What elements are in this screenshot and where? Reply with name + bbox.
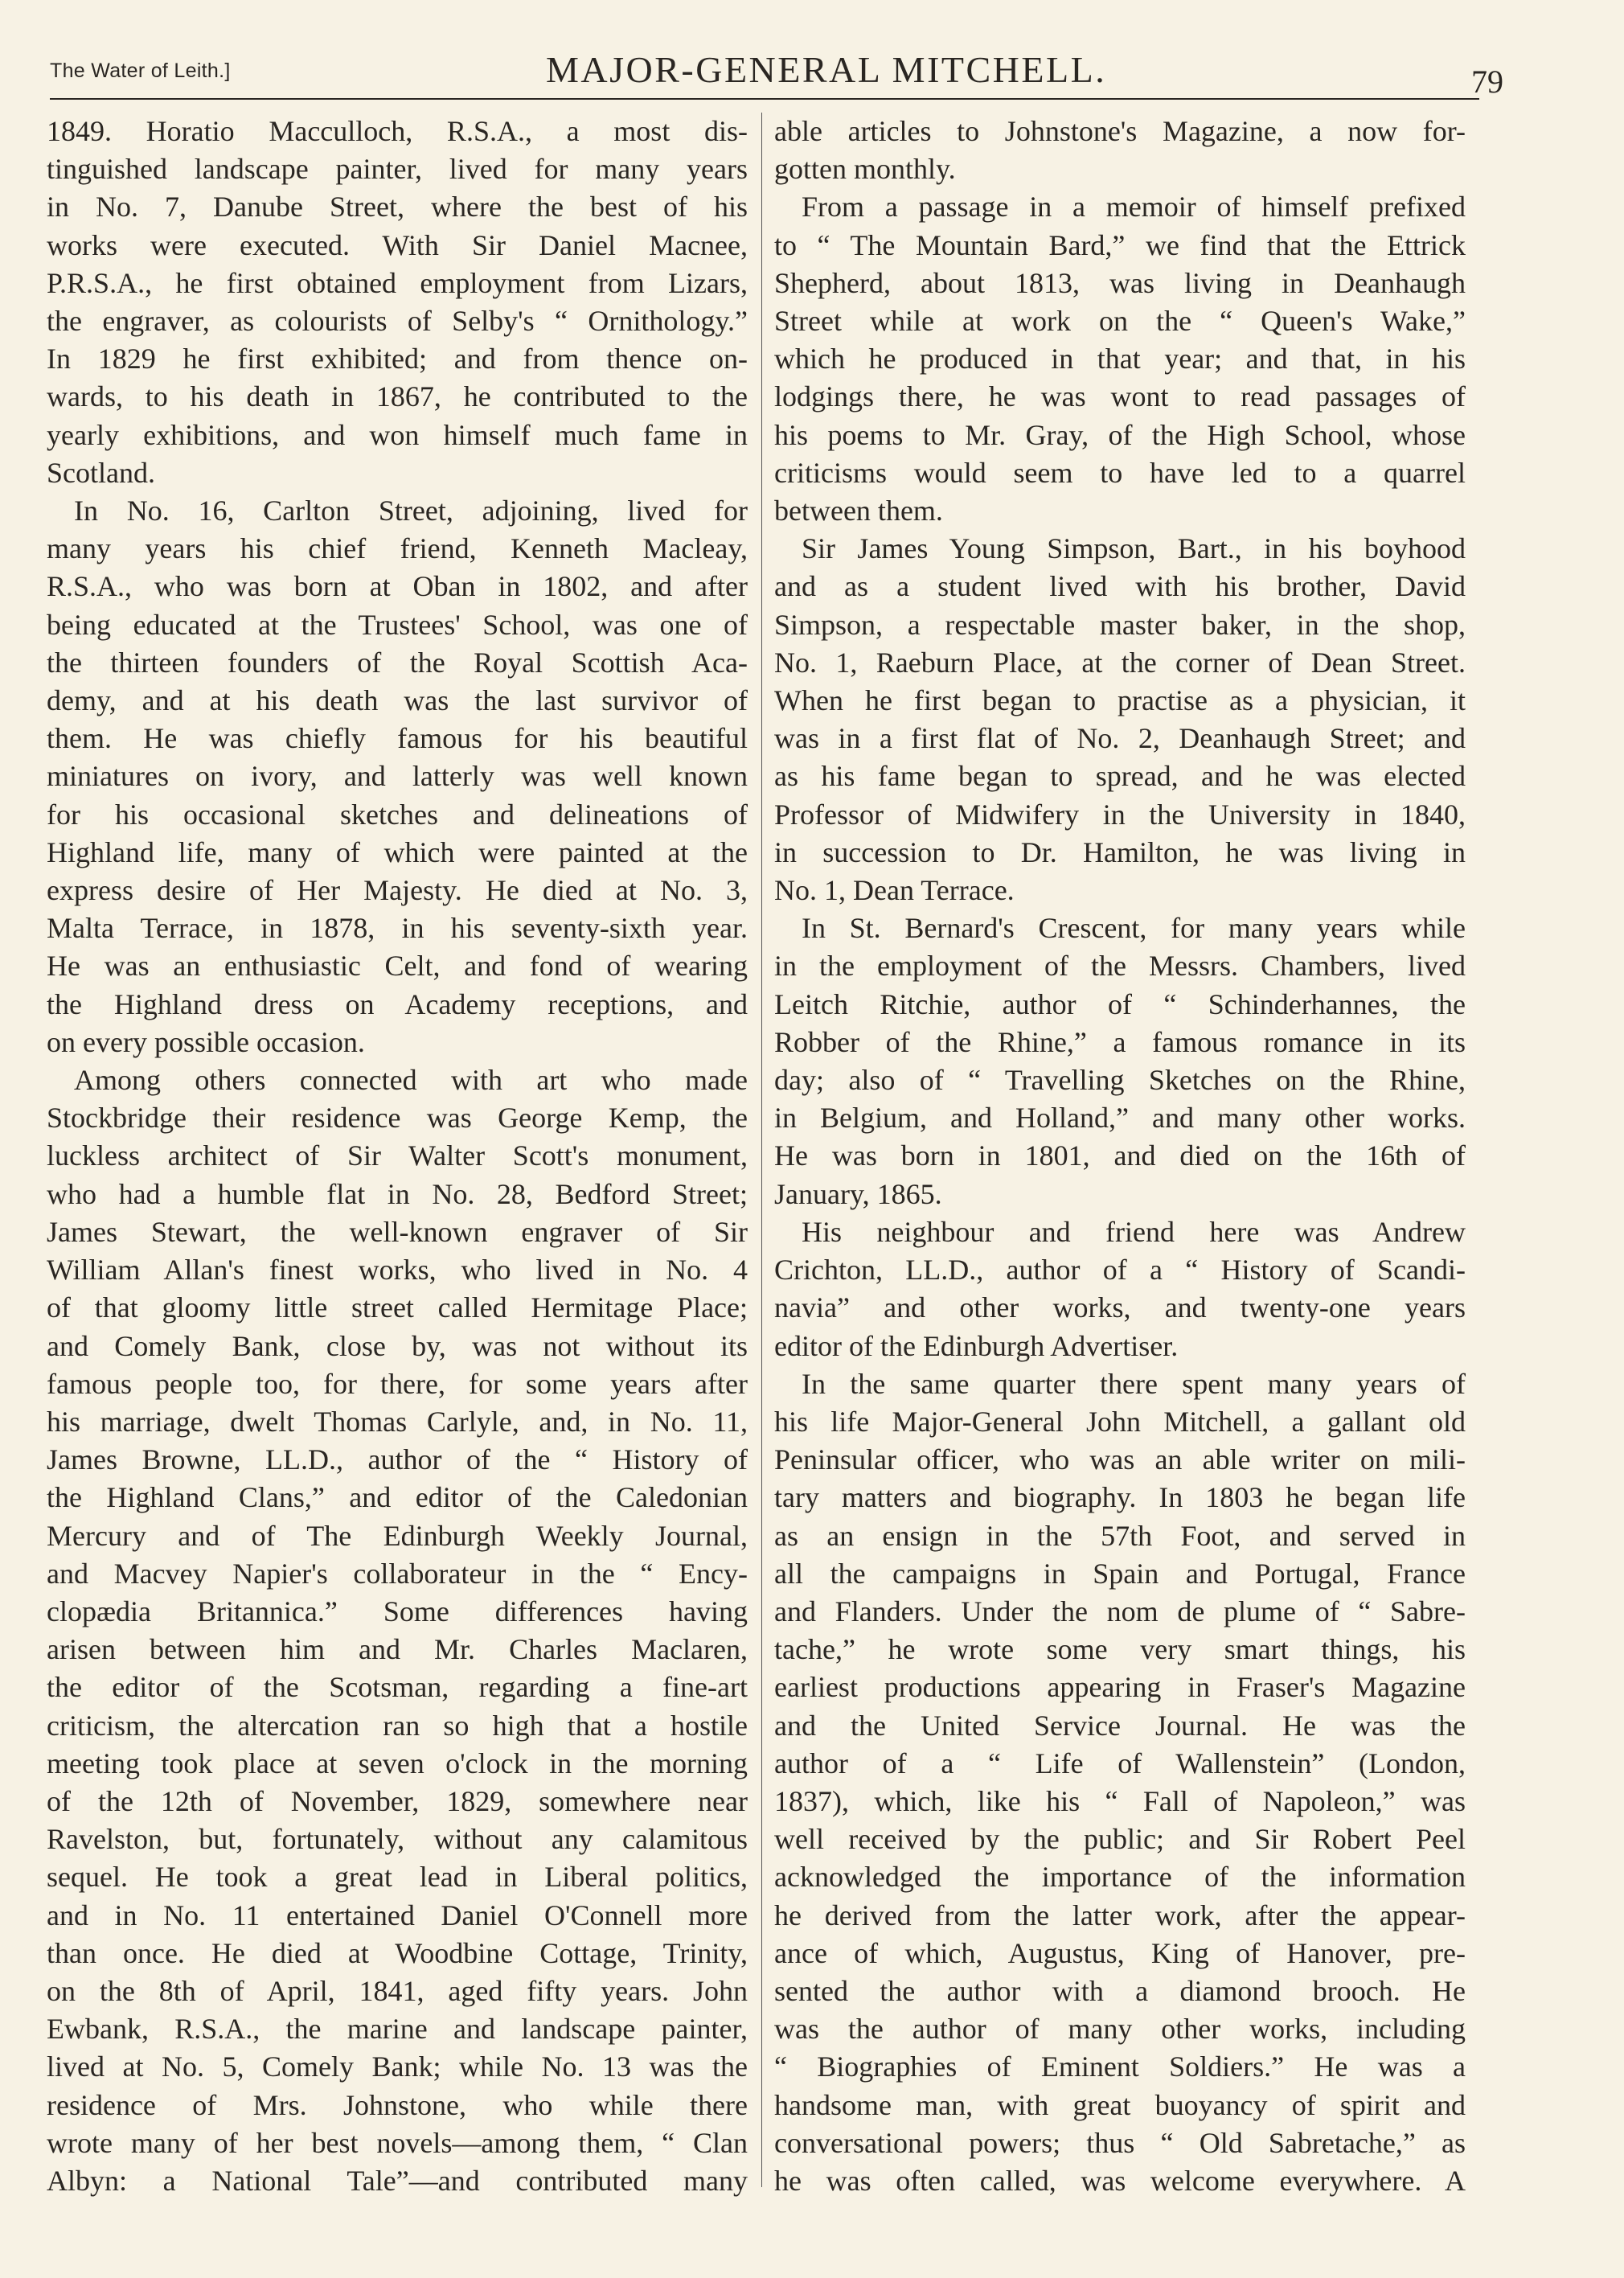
text-line: able articles to Johnstone's Magazine, a now for- xyxy=(774,115,1466,147)
text-line: In 1829 he first exhibited; and from thence on- xyxy=(47,343,748,376)
text-line: Stockbridge their residence was George Kemp, the xyxy=(47,1102,748,1135)
text-line: James Stewart, the well-known engraver of Sir xyxy=(47,1215,748,1248)
text-line: author of a “ Life of Wallenstein” (London, xyxy=(774,1746,1466,1779)
text-line: handsome man, with great buoyancy of spirit and xyxy=(774,2088,1466,2121)
page-title: MAJOR-GENERAL MITCHELL. xyxy=(546,49,1107,90)
text-line: many years his chief friend, Kenneth Macleay, xyxy=(47,532,748,565)
text-line: R.S.A., who was born at Oban in 1802, and after xyxy=(47,570,748,603)
text-line: criticism, the altercation ran so high that a hostile xyxy=(47,1709,748,1742)
text-line: gotten monthly. xyxy=(774,153,956,186)
text-line: in Belgium, and Holland,” and many other works. xyxy=(774,1102,1466,1135)
text-line: famous people too, for there, for some years after xyxy=(47,1367,748,1400)
paragraph xyxy=(774,188,1466,530)
text-line: of the 12th of November, 1829, somewhere near xyxy=(47,1784,748,1817)
text-line: on every possible occasion. xyxy=(47,1025,365,1058)
text-line: and as a student lived with his brother, David xyxy=(774,570,1466,603)
text-line: well received by the public; and Sir Robert Peel xyxy=(774,1823,1466,1856)
text-line: Ewbank, R.S.A., the marine and landscape painter, xyxy=(47,2013,748,2046)
text-line: Among others connected with art who made xyxy=(74,1064,748,1097)
text-line: 1849. Horatio Macculloch, R.S.A., a most dis- xyxy=(47,115,748,147)
text-line: conversational powers; thus “ Old Sabretache,” as xyxy=(774,2126,1466,2159)
left-column xyxy=(47,113,748,2200)
text-line: 1837), which, like his “ Fall of Napoleon,” was xyxy=(774,1784,1466,1817)
text-line: acknowledged the importance of the information xyxy=(774,1861,1466,1894)
text-line: and the United Service Journal. He was the xyxy=(774,1709,1466,1742)
text-line: in succession to Dr. Hamilton, he was living in xyxy=(774,835,1466,868)
text-line: clopædia Britannica.” Some differences having xyxy=(47,1595,748,1627)
text-line: which he produced in that year; and that, in his xyxy=(774,343,1466,376)
text-line: From a passage in a memoir of himself prefixed xyxy=(802,191,1466,224)
text-line: His neighbour and friend here was Andrew xyxy=(802,1215,1466,1248)
text-line: Simpson, a respectable master baker, in the shop, xyxy=(774,608,1466,641)
text-line: was in a first flat of No. 2, Deanhaugh Street; and xyxy=(774,722,1466,755)
text-line: In the same quarter there spent many years of xyxy=(802,1367,1466,1400)
text-line: Street while at work on the “ Queen's Wake,” xyxy=(774,305,1466,338)
text-line: “ Biographies of Eminent Soldiers.” He was a xyxy=(774,2050,1466,2083)
text-line: demy, and at his death was the last survivor of xyxy=(47,684,748,717)
text-line: tinguished landscape painter, lived for many years xyxy=(47,153,748,186)
text-line: in the employment of the Messrs. Chambers, lived xyxy=(774,950,1466,983)
text-line: the engraver, as colourists of Selby's “ Ornithology.” xyxy=(47,305,748,338)
text-line: yearly exhibitions, and won himself much fame in xyxy=(47,418,748,451)
text-line: editor of the Edinburgh Advertiser. xyxy=(774,1329,1179,1362)
header-rule xyxy=(50,98,1479,100)
right-column xyxy=(774,113,1466,2200)
text-line: tary matters and biography. In 1803 he began life xyxy=(774,1481,1466,1514)
text-line: arisen between him and Mr. Charles Maclaren, xyxy=(47,1633,748,1666)
text-line: sequel. He took a great lead in Liberal politics, xyxy=(47,1861,748,1894)
text-line: tache,” he wrote some very smart things, his xyxy=(774,1633,1466,1666)
text-line: works were executed. With Sir Daniel Macnee, xyxy=(47,228,748,261)
text-line: He was born in 1801, and died on the 16th of xyxy=(774,1139,1466,1172)
text-line: his poems to Mr. Gray, of the High School, whose xyxy=(774,418,1466,451)
text-line: ance of which, Augustus, King of Hanover, pre- xyxy=(774,1936,1466,1969)
text-line: of that gloomy little street called Hermitage Place; xyxy=(47,1291,748,1324)
paragraph xyxy=(774,530,1466,909)
text-line: and Comely Bank, close by, was not without its xyxy=(47,1329,748,1362)
paragraph xyxy=(47,492,748,1061)
text-line: Professor of Midwifery in the University in 1840, xyxy=(774,798,1466,831)
text-line: criticisms would seem to have led to a quarrel xyxy=(774,456,1466,489)
text-line: P.R.S.A., he first obtained employment from Lizars, xyxy=(47,266,748,299)
paragraph xyxy=(774,909,1466,1213)
text-line: and Flanders. Under the nom de plume of “ Sabre- xyxy=(774,1595,1466,1627)
text-line: all the campaigns in Spain and Portugal, France xyxy=(774,1557,1466,1590)
text-line: Shepherd, about 1813, was living in Deanhaugh xyxy=(774,266,1466,299)
paragraph xyxy=(774,1213,1466,1365)
text-line: residence of Mrs. Johnstone, who while there xyxy=(47,2088,748,2121)
text-line: Ravelston, but, fortunately, without any calamitous xyxy=(47,1823,748,1856)
text-line: Mercury and of The Edinburgh Weekly Journal, xyxy=(47,1519,748,1552)
text-line: for his occasional sketches and delineations of xyxy=(47,798,748,831)
text-line: navia” and other works, and twenty-one years xyxy=(774,1291,1466,1324)
text-line: Peninsular officer, who was an able writer on mili- xyxy=(774,1443,1466,1476)
text-line: his marriage, dwelt Thomas Carlyle, and, in No. 11, xyxy=(47,1405,748,1438)
text-line: between them. xyxy=(774,495,943,527)
paragraph xyxy=(774,113,1466,188)
text-line: he derived from the latter work, after the appear- xyxy=(774,1898,1466,1931)
text-line: William Allan's finest works, who lived in No. 4 xyxy=(47,1254,748,1287)
text-line: In St. Bernard's Crescent, for many years while xyxy=(802,912,1466,945)
text-line: was the author of many other works, including xyxy=(774,2013,1466,2046)
text-line: to “ The Mountain Bard,” we find that the Ettrick xyxy=(774,228,1466,261)
paragraph xyxy=(47,1061,748,2200)
text-line: earliest productions appearing in Fraser's Magazine xyxy=(774,1671,1466,1704)
text-line: express desire of Her Majesty. He died at No. 3, xyxy=(47,874,748,907)
text-line: he was often called, was welcome everywhere. A xyxy=(774,2164,1466,2197)
running-title: The Water of Leith.] xyxy=(50,60,231,82)
text-line: in No. 7, Danube Street, where the best of his xyxy=(47,191,748,224)
text-line: James Browne, LL.D., author of the “ History of xyxy=(47,1443,748,1476)
paragraph xyxy=(774,1365,1466,2200)
text-line: than once. He died at Woodbine Cottage, Trinity, xyxy=(47,1936,748,1969)
text-line: wards, to his death in 1867, he contributed to the xyxy=(47,380,748,413)
text-line: Scotland. xyxy=(47,456,155,489)
text-line: luckless architect of Sir Walter Scott's monument, xyxy=(47,1139,748,1172)
text-line: the thirteen founders of the Royal Scottish Aca- xyxy=(47,646,748,679)
text-line: as an ensign in the 57th Foot, and served in xyxy=(774,1519,1466,1552)
text-line: who had a humble flat in No. 28, Bedford Street; xyxy=(47,1177,748,1210)
paragraph xyxy=(47,113,748,492)
text-line: his life Major-General John Mitchell, a gallant old xyxy=(774,1405,1466,1438)
column-divider xyxy=(761,113,762,2187)
text-line: on the 8th of April, 1841, aged fifty years. John xyxy=(47,1974,748,2007)
text-line: No. 1, Raeburn Place, at the corner of Dean Street. xyxy=(774,646,1466,679)
text-line: Sir James Young Simpson, Bart., in his boyhood xyxy=(802,532,1466,565)
text-line: lived at No. 5, Comely Bank; while No. 13 was the xyxy=(47,2050,748,2083)
text-line: day; also of “ Travelling Sketches on the Rhine, xyxy=(774,1064,1466,1097)
text-line: and in No. 11 entertained Daniel O'Connell more xyxy=(47,1898,748,1931)
text-line: miniatures on ivory, and latterly was well known xyxy=(47,760,748,793)
page-number: 79 xyxy=(1471,64,1503,100)
text-line: as his fame began to spread, and he was elected xyxy=(774,760,1466,793)
text-line: them. He was chiefly famous for his beautiful xyxy=(47,722,748,755)
page-header xyxy=(50,0,1624,105)
text-line: Highland life, many of which were painted at the xyxy=(47,835,748,868)
text-line: sented the author with a diamond brooch. He xyxy=(774,1974,1466,2007)
text-line: Malta Terrace, in 1878, in his seventy-sixth year. xyxy=(47,912,748,945)
text-line: No. 1, Dean Terrace. xyxy=(774,874,1015,907)
text-line: Robber of the Rhine,” a famous romance in its xyxy=(774,1025,1466,1058)
text-line: lodgings there, he was wont to read passages of xyxy=(774,380,1466,413)
text-line: He was an enthusiastic Celt, and fond of wearing xyxy=(47,950,748,983)
text-line: meeting took place at seven o'clock in the morning xyxy=(47,1746,748,1779)
text-line: the editor of the Scotsman, regarding a fine-art xyxy=(47,1671,748,1704)
text-line: wrote many of her best novels—among them, “ Clan xyxy=(47,2126,748,2159)
text-line: Albyn: a National Tale”—and contributed many xyxy=(47,2164,748,2197)
text-line: January, 1865. xyxy=(774,1177,942,1210)
text-line: the Highland Clans,” and editor of the Caledonian xyxy=(47,1481,748,1514)
text-line: being educated at the Trustees' School, was one of xyxy=(47,608,748,641)
text-line: and Macvey Napier's collaborateur in the “ Ency- xyxy=(47,1557,748,1590)
text-line: Crichton, LL.D., author of a “ History of Scandi- xyxy=(774,1254,1466,1287)
text-line: In No. 16, Carlton Street, adjoining, lived for xyxy=(74,495,748,527)
text-line: When he first began to practise as a physician, it xyxy=(774,684,1466,717)
text-line: the Highland dress on Academy receptions, and xyxy=(47,987,748,1020)
text-line: Leitch Ritchie, author of “ Schinderhannes, the xyxy=(774,987,1466,1020)
